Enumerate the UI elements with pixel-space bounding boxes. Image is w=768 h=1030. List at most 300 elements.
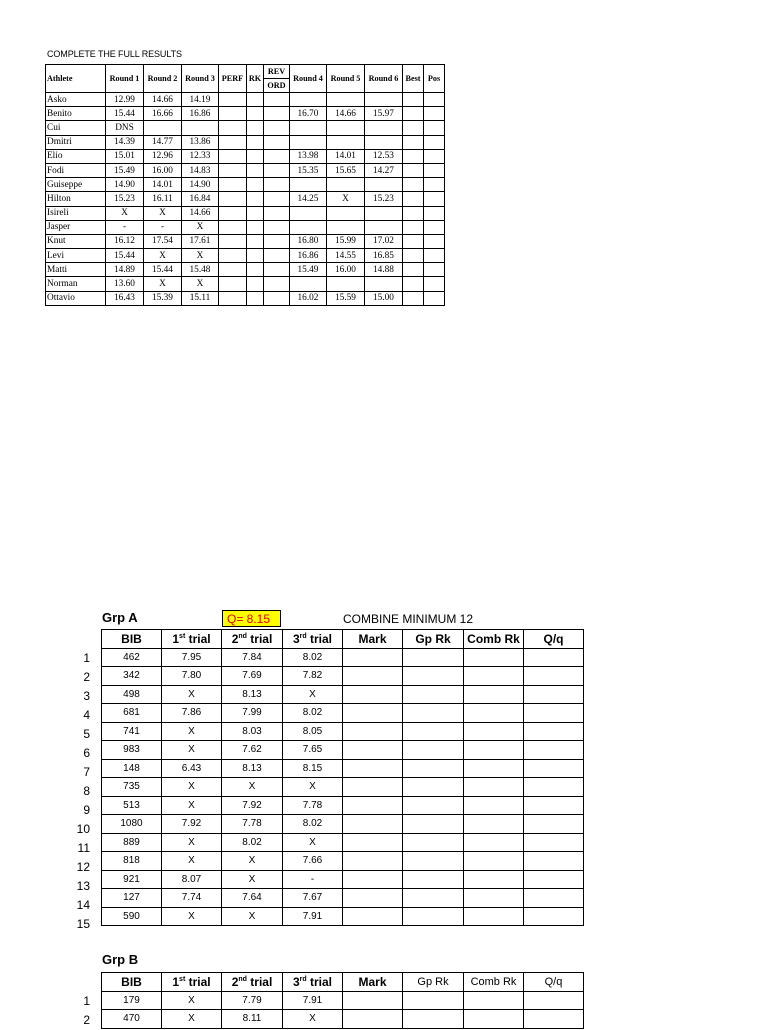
athlete-name: Ottavio — [46, 291, 106, 305]
trial-cell: X — [222, 778, 283, 797]
trial-cell: 8.13 — [222, 685, 283, 704]
result-cell-r6 — [365, 93, 403, 107]
result-cell-r5: 16.00 — [327, 263, 365, 277]
gprk-cell — [403, 741, 464, 760]
empty-cell-best — [403, 291, 424, 305]
trial-cell: 7.82 — [283, 667, 343, 686]
result-cell-r4 — [290, 121, 327, 135]
result-cell-r5: 15.59 — [327, 291, 365, 305]
result-cell-r5 — [327, 206, 365, 220]
combrk-cell — [464, 759, 524, 778]
col-gp-rk: Gp Rk — [403, 973, 464, 992]
empty-cell-pos — [424, 249, 445, 263]
gprk-cell — [403, 889, 464, 908]
empty-cell-pos — [424, 178, 445, 192]
result-cell-r4: 15.49 — [290, 263, 327, 277]
combrk-cell — [464, 852, 524, 871]
empty-cell-rk — [247, 149, 264, 163]
row-number: 9 — [83, 803, 90, 817]
results-row — [46, 107, 445, 121]
empty-cell-revord — [264, 107, 290, 121]
empty-cell-perf — [219, 291, 247, 305]
result-cell-r3 — [182, 121, 219, 135]
trial-cell: 7.92 — [222, 796, 283, 815]
result-cell-r3: X — [182, 277, 219, 291]
result-cell-r2: 14.66 — [144, 93, 182, 107]
qualifying-mark-badge: Q= 8.15 — [222, 610, 281, 627]
empty-cell-rk — [247, 163, 264, 177]
gprk-cell — [403, 778, 464, 797]
athlete-name: Norman — [46, 277, 106, 291]
group-b-table — [101, 972, 584, 1029]
empty-cell-pos — [424, 192, 445, 206]
result-cell-r5 — [327, 121, 365, 135]
results-row — [46, 163, 445, 177]
col-round5: Round 5 — [327, 65, 365, 93]
results-header-row — [46, 65, 445, 93]
row-number: 7 — [83, 765, 90, 779]
qq-cell — [524, 852, 584, 871]
empty-cell-pos — [424, 107, 445, 121]
col-rk: RK — [247, 65, 264, 93]
result-cell-r4: 16.86 — [290, 249, 327, 263]
empty-cell-revord — [264, 249, 290, 263]
col-trial-3: 3rd trial — [283, 973, 343, 992]
result-cell-r5 — [327, 178, 365, 192]
gprk-cell — [403, 852, 464, 871]
table-row — [102, 741, 584, 760]
col-trial-2: 2nd trial — [222, 630, 283, 649]
trial-cell: 8.03 — [222, 722, 283, 741]
trial-cell: 8.02 — [222, 833, 283, 852]
empty-cell-perf — [219, 178, 247, 192]
result-cell-r1: 14.90 — [106, 178, 144, 192]
result-cell-r6: 16.85 — [365, 249, 403, 263]
combrk-cell — [464, 648, 524, 667]
col-rev-ord — [264, 65, 290, 93]
empty-cell-best — [403, 192, 424, 206]
trial-cell: 8.11 — [222, 1010, 283, 1029]
result-cell-r2: 14.77 — [144, 135, 182, 149]
athlete-name: Asko — [46, 93, 106, 107]
trial-cell: 7.91 — [283, 907, 343, 926]
result-cell-r1: 13.60 — [106, 277, 144, 291]
bib-cell: 127 — [102, 889, 162, 908]
group-b-body — [102, 991, 584, 1028]
trial-cell: 7.99 — [222, 704, 283, 723]
table-row — [102, 722, 584, 741]
result-cell-r2: 16.00 — [144, 163, 182, 177]
col-trial-2: 2nd trial — [222, 973, 283, 992]
result-cell-r1: 15.44 — [106, 107, 144, 121]
col-perf: PERF — [219, 65, 247, 93]
result-cell-r6 — [365, 277, 403, 291]
results-row — [46, 291, 445, 305]
trial-cell: 8.02 — [283, 815, 343, 834]
mark-cell — [343, 833, 403, 852]
col-athlete: Athlete — [46, 65, 106, 93]
athlete-name: Guiseppe — [46, 178, 106, 192]
result-cell-r5: 15.99 — [327, 234, 365, 248]
gprk-cell — [403, 685, 464, 704]
trial-cell: 6.43 — [162, 759, 222, 778]
result-cell-r3: X — [182, 249, 219, 263]
results-table — [45, 64, 445, 306]
col-comb-rk: Comb Rk — [464, 630, 524, 649]
bib-cell: 148 — [102, 759, 162, 778]
result-cell-r6 — [365, 206, 403, 220]
bib-cell: 179 — [102, 991, 162, 1010]
empty-cell-rk — [247, 206, 264, 220]
combrk-cell — [464, 778, 524, 797]
table-row — [102, 796, 584, 815]
table-row — [102, 870, 584, 889]
empty-cell-rk — [247, 277, 264, 291]
empty-cell-perf — [219, 249, 247, 263]
mark-cell — [343, 991, 403, 1010]
qq-cell — [524, 759, 584, 778]
col-round3: Round 3 — [182, 65, 219, 93]
result-cell-r5 — [327, 220, 365, 234]
trial-cell: 7.95 — [162, 648, 222, 667]
table-row — [102, 833, 584, 852]
combrk-cell — [464, 667, 524, 686]
empty-cell-pos — [424, 220, 445, 234]
results-row — [46, 121, 445, 135]
col-qq: Q/q — [524, 973, 584, 992]
qq-cell — [524, 889, 584, 908]
combrk-cell — [464, 991, 524, 1010]
trial-cell: X — [162, 1010, 222, 1029]
empty-cell-revord — [264, 121, 290, 135]
empty-cell-best — [403, 249, 424, 263]
results-row — [46, 149, 445, 163]
empty-cell-perf — [219, 135, 247, 149]
results-row — [46, 93, 445, 107]
result-cell-r1: 14.39 — [106, 135, 144, 149]
trial-cell: 7.84 — [222, 648, 283, 667]
bib-cell: 741 — [102, 722, 162, 741]
empty-cell-best — [403, 135, 424, 149]
col-trial-3: 3rd trial — [283, 630, 343, 649]
table-row — [102, 667, 584, 686]
combrk-cell — [464, 741, 524, 760]
empty-cell-rk — [247, 263, 264, 277]
result-cell-r6: 17.02 — [365, 234, 403, 248]
result-cell-r6: 15.00 — [365, 291, 403, 305]
group-a-header-row — [102, 630, 584, 649]
result-cell-r5: 14.55 — [327, 249, 365, 263]
trial-cell: X — [283, 833, 343, 852]
empty-cell-rk — [247, 220, 264, 234]
result-cell-r6 — [365, 135, 403, 149]
bib-cell: 462 — [102, 648, 162, 667]
bib-cell: 498 — [102, 685, 162, 704]
qq-cell — [524, 685, 584, 704]
bib-cell: 983 — [102, 741, 162, 760]
result-cell-r6 — [365, 220, 403, 234]
empty-cell-best — [403, 93, 424, 107]
qq-cell — [524, 648, 584, 667]
qq-cell — [524, 991, 584, 1010]
result-cell-r6: 14.88 — [365, 263, 403, 277]
row-number: 8 — [83, 784, 90, 798]
col-trial-1: 1st trial — [162, 630, 222, 649]
result-cell-r4: 15.35 — [290, 163, 327, 177]
result-cell-r2 — [144, 121, 182, 135]
combrk-cell — [464, 1010, 524, 1029]
trial-cell: 8.15 — [283, 759, 343, 778]
empty-cell-perf — [219, 93, 247, 107]
mark-cell — [343, 815, 403, 834]
gprk-cell — [403, 870, 464, 889]
results-row — [46, 206, 445, 220]
table-row — [102, 759, 584, 778]
qq-cell — [524, 796, 584, 815]
row-number: 3 — [83, 689, 90, 703]
gprk-cell — [403, 907, 464, 926]
athlete-name: Elio — [46, 149, 106, 163]
empty-cell-rk — [247, 192, 264, 206]
group-b-header-row — [102, 973, 584, 992]
combrk-cell — [464, 722, 524, 741]
empty-cell-revord — [264, 149, 290, 163]
result-cell-r4 — [290, 135, 327, 149]
athlete-name: Knut — [46, 234, 106, 248]
empty-cell-best — [403, 149, 424, 163]
group-a-title: Grp A — [102, 610, 138, 625]
empty-cell-revord — [264, 192, 290, 206]
empty-cell-perf — [219, 163, 247, 177]
trial-cell: X — [162, 685, 222, 704]
result-cell-r4: 14.25 — [290, 192, 327, 206]
bib-cell: 470 — [102, 1010, 162, 1029]
results-body — [46, 93, 445, 306]
trial-cell: X — [283, 778, 343, 797]
empty-cell-rk — [247, 291, 264, 305]
gprk-cell — [403, 759, 464, 778]
gprk-cell — [403, 1010, 464, 1029]
empty-cell-best — [403, 178, 424, 192]
result-cell-r1: 14.89 — [106, 263, 144, 277]
bib-cell: 735 — [102, 778, 162, 797]
trial-cell: 7.78 — [283, 796, 343, 815]
combrk-cell — [464, 685, 524, 704]
combrk-cell — [464, 815, 524, 834]
results-row — [46, 234, 445, 248]
result-cell-r4: 16.02 — [290, 291, 327, 305]
empty-cell-rk — [247, 178, 264, 192]
result-cell-r4 — [290, 93, 327, 107]
empty-cell-pos — [424, 93, 445, 107]
table-row — [102, 852, 584, 871]
empty-cell-best — [403, 163, 424, 177]
qq-cell — [524, 870, 584, 889]
gprk-cell — [403, 796, 464, 815]
trial-cell: 7.92 — [162, 815, 222, 834]
row-number: 2 — [83, 670, 90, 684]
qq-cell — [524, 704, 584, 723]
qq-cell — [524, 667, 584, 686]
empty-cell-pos — [424, 234, 445, 248]
group-b-title: Grp B — [102, 952, 139, 967]
empty-cell-pos — [424, 291, 445, 305]
combrk-cell — [464, 704, 524, 723]
result-cell-r5 — [327, 93, 365, 107]
trial-cell: 7.67 — [283, 889, 343, 908]
qq-cell — [524, 722, 584, 741]
athlete-name: Fodi — [46, 163, 106, 177]
trial-cell: 7.91 — [283, 991, 343, 1010]
mark-cell — [343, 741, 403, 760]
combrk-cell — [464, 889, 524, 908]
mark-cell — [343, 796, 403, 815]
trial-cell: X — [162, 991, 222, 1010]
athlete-name: Jasper — [46, 220, 106, 234]
empty-cell-pos — [424, 135, 445, 149]
result-cell-r1: 16.43 — [106, 291, 144, 305]
result-cell-r3: 17.61 — [182, 234, 219, 248]
trial-cell: X — [283, 685, 343, 704]
result-cell-r6 — [365, 178, 403, 192]
result-cell-r5: 14.66 — [327, 107, 365, 121]
bib-cell: 590 — [102, 907, 162, 926]
empty-cell-pos — [424, 121, 445, 135]
empty-cell-perf — [219, 192, 247, 206]
result-cell-r1: 15.49 — [106, 163, 144, 177]
empty-cell-perf — [219, 263, 247, 277]
result-cell-r1: X — [106, 206, 144, 220]
col-gp-rk: Gp Rk — [403, 630, 464, 649]
gprk-cell — [403, 722, 464, 741]
col-rev-label: REV — [264, 65, 289, 79]
combine-minimum-note: COMBINE MINIMUM 12 — [343, 612, 474, 626]
result-cell-r2: 17.54 — [144, 234, 182, 248]
result-cell-r4 — [290, 277, 327, 291]
col-mark: Mark — [343, 630, 403, 649]
empty-cell-best — [403, 107, 424, 121]
result-cell-r2: - — [144, 220, 182, 234]
trial-cell: X — [162, 907, 222, 926]
empty-cell-revord — [264, 220, 290, 234]
table-row — [102, 907, 584, 926]
result-cell-r1: DNS — [106, 121, 144, 135]
row-number: 12 — [76, 860, 90, 874]
mark-cell — [343, 648, 403, 667]
result-cell-r3: 14.83 — [182, 163, 219, 177]
result-cell-r3: 16.86 — [182, 107, 219, 121]
table-row — [102, 648, 584, 667]
empty-cell-revord — [264, 163, 290, 177]
empty-cell-rk — [247, 93, 264, 107]
trial-cell: 7.78 — [222, 815, 283, 834]
results-row — [46, 178, 445, 192]
table-row — [102, 815, 584, 834]
trial-cell: 7.62 — [222, 741, 283, 760]
empty-cell-pos — [424, 263, 445, 277]
result-cell-r6 — [365, 121, 403, 135]
empty-cell-revord — [264, 291, 290, 305]
trial-cell: X — [162, 833, 222, 852]
trial-cell: X — [222, 852, 283, 871]
gprk-cell — [403, 667, 464, 686]
mark-cell — [343, 1010, 403, 1029]
trial-cell: - — [283, 870, 343, 889]
results-row — [46, 249, 445, 263]
result-cell-r5 — [327, 277, 365, 291]
col-best: Best — [403, 65, 424, 93]
result-cell-r2: 15.44 — [144, 263, 182, 277]
col-bib: BIB — [102, 630, 162, 649]
result-cell-r1: 15.23 — [106, 192, 144, 206]
result-cell-r4: 16.70 — [290, 107, 327, 121]
empty-cell-pos — [424, 149, 445, 163]
result-cell-r1: - — [106, 220, 144, 234]
result-cell-r2: X — [144, 206, 182, 220]
result-cell-r3: 15.11 — [182, 291, 219, 305]
qq-cell — [524, 1010, 584, 1029]
mark-cell — [343, 685, 403, 704]
col-ord-label: ORD — [267, 81, 286, 90]
empty-cell-pos — [424, 206, 445, 220]
empty-cell-perf — [219, 121, 247, 135]
bib-cell: 818 — [102, 852, 162, 871]
trial-cell: 7.86 — [162, 704, 222, 723]
empty-cell-revord — [264, 178, 290, 192]
row-number: 13 — [76, 879, 90, 893]
result-cell-r6: 15.97 — [365, 107, 403, 121]
empty-cell-revord — [264, 277, 290, 291]
empty-cell-best — [403, 277, 424, 291]
qq-cell — [524, 907, 584, 926]
result-cell-r6: 12.53 — [365, 149, 403, 163]
empty-cell-revord — [264, 234, 290, 248]
table-row — [102, 704, 584, 723]
trial-cell: 7.66 — [283, 852, 343, 871]
athlete-name: Dmitri — [46, 135, 106, 149]
result-cell-r3: 15.48 — [182, 263, 219, 277]
col-trial-1: 1st trial — [162, 973, 222, 992]
empty-cell-perf — [219, 107, 247, 121]
result-cell-r6: 14.27 — [365, 163, 403, 177]
combrk-cell — [464, 796, 524, 815]
row-number: 4 — [83, 708, 90, 722]
empty-cell-rk — [247, 107, 264, 121]
result-cell-r4 — [290, 206, 327, 220]
row-number: 11 — [77, 841, 90, 855]
row-number: 5 — [83, 727, 90, 741]
empty-cell-best — [403, 234, 424, 248]
qq-cell — [524, 815, 584, 834]
result-cell-r2: X — [144, 277, 182, 291]
result-cell-r2: 16.66 — [144, 107, 182, 121]
bib-cell: 921 — [102, 870, 162, 889]
combrk-cell — [464, 870, 524, 889]
results-row — [46, 192, 445, 206]
result-cell-r3: 16.84 — [182, 192, 219, 206]
col-bib: BIB — [102, 973, 162, 992]
col-round2: Round 2 — [144, 65, 182, 93]
qq-cell — [524, 741, 584, 760]
trial-cell: 7.74 — [162, 889, 222, 908]
trial-cell: X — [283, 1010, 343, 1029]
empty-cell-pos — [424, 277, 445, 291]
group-b-row-numbers — [74, 992, 90, 1030]
trial-cell: 8.02 — [283, 704, 343, 723]
row-number: 1 — [83, 651, 90, 665]
trial-cell: 7.69 — [222, 667, 283, 686]
empty-cell-revord — [264, 206, 290, 220]
